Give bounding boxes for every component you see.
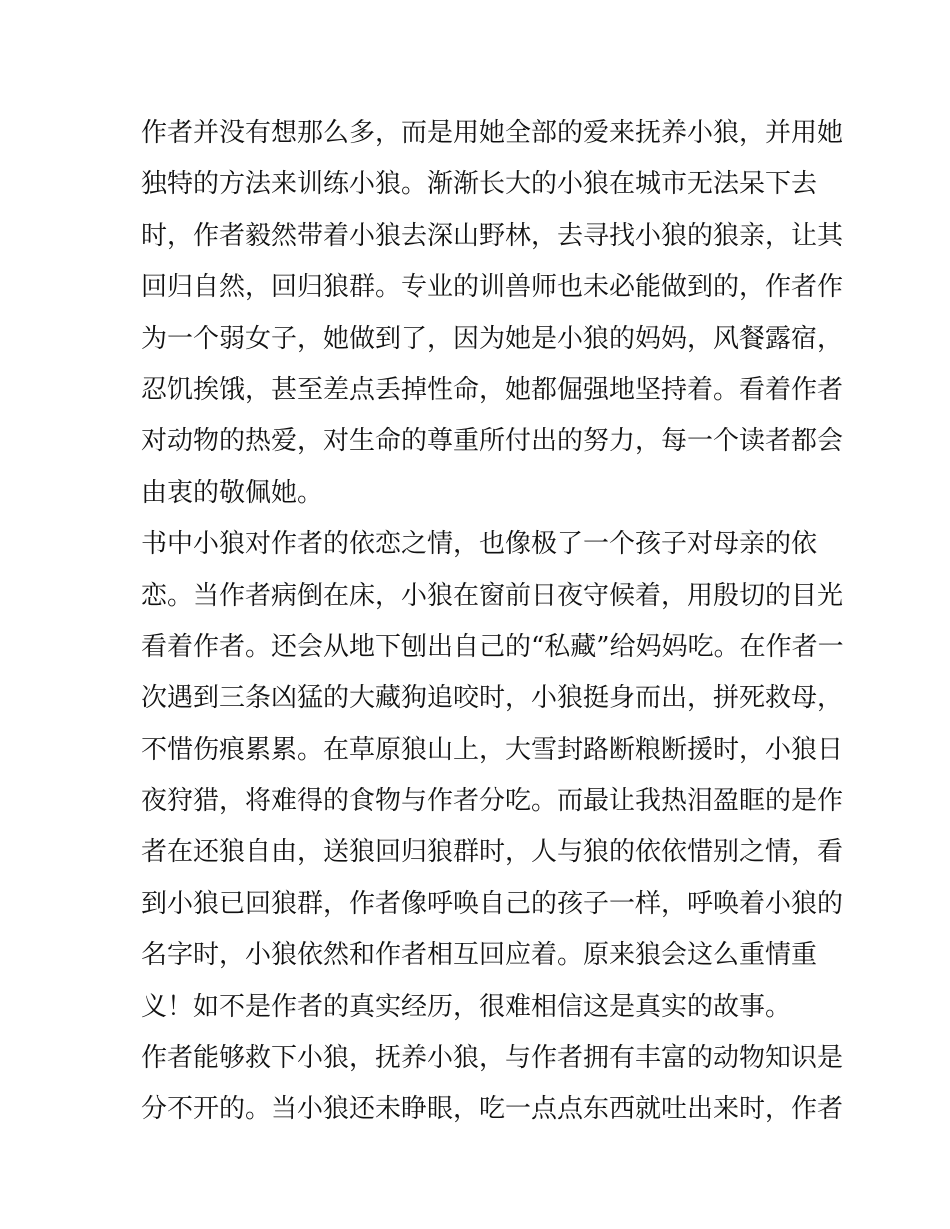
text-line: 作者能够救下小狼，抚养小狼，与作者拥有丰富的动物知识是 xyxy=(141,1043,844,1074)
text-line: 到小狼已回狼群，作者像呼唤自己的孩子一样，呼唤着小狼的 xyxy=(141,888,844,919)
body-text xyxy=(141,108,844,1136)
text-line: 夜狩猎，将难得的食物与作者分吃。而最让我热泪盈眶的是作 xyxy=(141,786,844,817)
text-line: 独特的方法来训练小狼。渐渐长大的小狼在城市无法呆下去 xyxy=(141,169,818,200)
text-line: 为一个弱女子，她做到了，因为她是小狼的妈妈，风餐露宿， xyxy=(141,323,844,354)
text-line: 忍饥挨饿，甚至差点丢掉性命，她都倔强地坚持着。看着作者 xyxy=(141,374,844,405)
text-line: 作者并没有想那么多，而是用她全部的爱来抚养小狼，并用她 xyxy=(141,118,844,148)
text-line: 看着作者。还会从地下刨出自己的“私藏”给妈妈吃。在作者一 xyxy=(141,631,844,662)
text-line: 者在还狼自由，送狼回归狼群时，人与狼的依依惜别之情，看 xyxy=(141,837,844,868)
text-line: 次遇到三条凶猛的大藏狗追咬时，小狼挺身而出，拼死救母， xyxy=(141,683,844,714)
text-line: 时，作者毅然带着小狼去深山野林，去寻找小狼的狼亲，让其 xyxy=(141,220,844,251)
text-line: 书中小狼对作者的依恋之情，也像极了一个孩子对母亲的依 xyxy=(141,529,818,560)
text-line: 回归自然，回归狼群。专业的训兽师也未必能做到的，作者作 xyxy=(141,272,844,303)
text-line: 名字时，小狼依然和作者相互回应着。原来狼会这么重情重 xyxy=(141,940,818,971)
text-line: 不惜伤痕累累。在草原狼山上，大雪封路断粮断援时，小狼日 xyxy=(141,734,844,765)
text-line: 由衷的敬佩她。 xyxy=(141,477,324,508)
text-line: 对动物的热爱，对生命的尊重所付出的努力，每一个读者都会 xyxy=(141,426,844,457)
text-line: 恋。当作者病倒在床，小狼在窗前日夜守候着，用殷切的目光 xyxy=(141,580,844,611)
text-line: 分不开的。当小狼还未睁眼，吃一点点东西就吐出来时，作者 xyxy=(141,1094,844,1125)
text-line: 义！如不是作者的真实经历，很难相信这是真实的故事。 xyxy=(141,991,792,1022)
